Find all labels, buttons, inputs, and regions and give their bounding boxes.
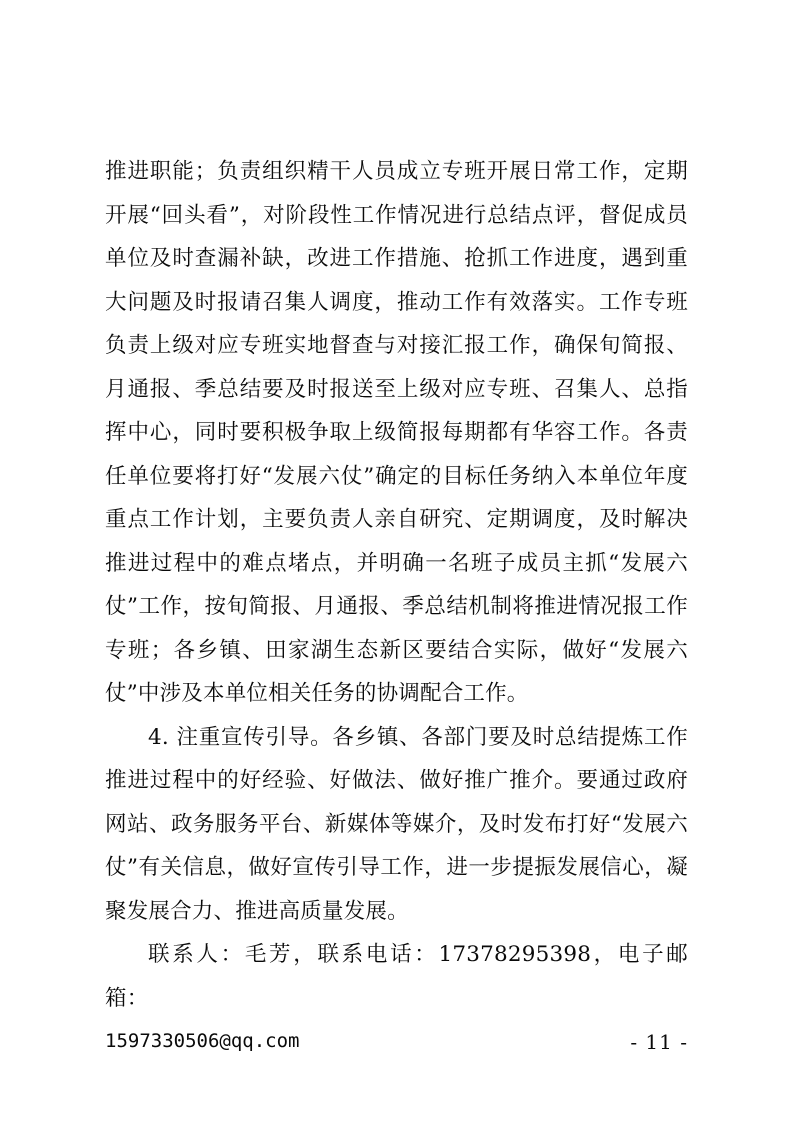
paragraph-continuation: 推进职能；负责组织精干人员成立专班开展日常工作，定期开展“回头看”，对阶段性工作情况进行总结点评，督促成员单位及时查漏补缺，改进工作措施、抢抓工作进度，遇到重大问题及时报请召集人调度，推动工作有效落实。工作专班负责上级对应专班实地督查与对接汇报工作，确保旬简报、月通报、季总结要及时报送至上级对应专班、召集人、总指挥中心，同时要积极争取上级简报每期都有华容工作。各责任单位要将打好“发展六仗”确定的目标任务纳入本单位年度重点工作计划，主要负责人亲自研究、定期调度，及时解决推进过程中的难点堵点，并明确一名班子成员主抓“发展六仗”工作，按旬简报、月通报、季总结机制将推进情况报工作专班；各乡镇、田家湖生态新区要结合实际，做好“发展六仗”中涉及本单位相关任务的协调配合工作。 — [105, 159, 688, 706]
document-body — [105, 150, 688, 1064]
contact-email: 1597330506@qq.com — [105, 1030, 300, 1052]
contact-line — [105, 933, 688, 1020]
contact-prefix: 联系人：毛芳，联系电话： — [148, 942, 439, 967]
contact-suffix: ，电子邮箱： — [105, 942, 688, 1011]
paragraph-publicity-guidance: 4. 注重宣传引导。各乡镇、各部门要及时总结提炼工作推进过程中的好经验、好做法、做好推广推介。要通过政府网站、政务服务平台、新媒体等媒介，及时发布打好“发展六仗”有关信息，做好宣传引导工作，进一步提振发展信心，凝聚发展合力、推进高质量发展。 — [105, 724, 688, 924]
page-number: - 11 - — [630, 1030, 688, 1054]
contact-phone: 17378295398 — [438, 942, 592, 967]
